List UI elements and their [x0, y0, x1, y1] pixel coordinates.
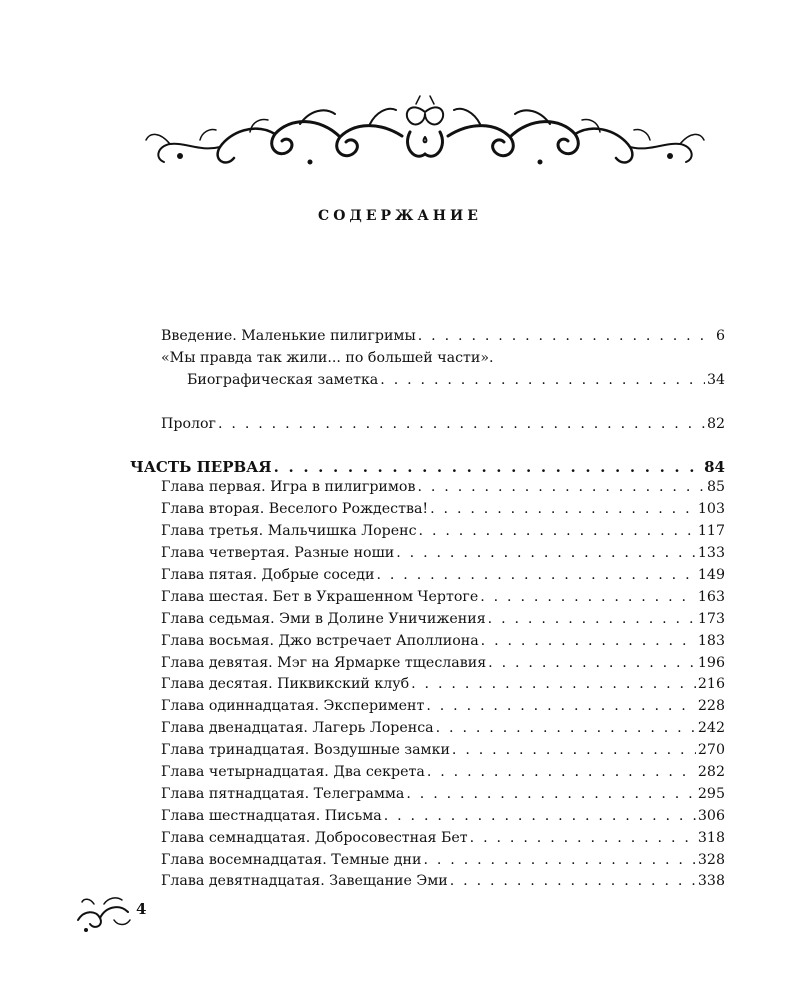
- chapter-page: 338: [697, 873, 725, 890]
- toc-entry-chapter[interactable]: [130, 764, 725, 786]
- chapter-page: 270: [697, 742, 725, 759]
- toc-entry-introduction[interactable]: [130, 328, 725, 350]
- dot-leader: [488, 611, 696, 627]
- toc-part-page: 84: [704, 457, 725, 476]
- chapter-list: [130, 479, 725, 895]
- page-number: 4: [136, 900, 147, 918]
- chapter-label: Глава третья. Мальчишка Лоренс: [161, 523, 417, 540]
- toc-entry-prologue[interactable]: [130, 416, 725, 438]
- chapter-label: Глава восьмая. Джо встречает Аполлиона: [161, 632, 479, 649]
- toc-entry-chapter[interactable]: [130, 501, 725, 523]
- dot-leader: [450, 873, 696, 889]
- chapter-label: Глава шестнадцатая. Письма: [161, 807, 382, 824]
- toc-entry-chapter[interactable]: [130, 808, 725, 830]
- chapter-page: 318: [697, 829, 725, 846]
- toc-entry-chapter[interactable]: [130, 676, 725, 698]
- dot-leader: [406, 786, 696, 802]
- header-ornament-icon: [140, 92, 710, 180]
- dot-leader: [470, 830, 696, 846]
- chapter-page: 282: [697, 764, 725, 781]
- chapter-label: Глава пятая. Добрые соседи: [161, 567, 375, 584]
- chapter-page: 306: [697, 807, 725, 824]
- dot-leader: [480, 589, 696, 605]
- toc-entry-page: 82: [706, 415, 725, 432]
- toc-entry-chapter[interactable]: [130, 545, 725, 567]
- toc-entry-chapter[interactable]: [130, 589, 725, 611]
- toc-entry-chapter[interactable]: [130, 479, 725, 501]
- table-of-contents: [130, 328, 725, 895]
- dot-leader: [274, 458, 703, 476]
- chapter-label: Глава одиннадцатая. Эксперимент: [161, 698, 425, 715]
- chapter-page: 242: [697, 720, 725, 737]
- chapter-label: Глава первая. Игра в пилигримов: [161, 479, 416, 496]
- chapter-page: 228: [697, 698, 725, 715]
- chapter-page: 163: [697, 588, 725, 605]
- page-footer: [74, 890, 164, 936]
- toc-entry-chapter[interactable]: [130, 873, 725, 895]
- toc-entry-page: 6: [715, 328, 725, 344]
- chapter-page: 173: [697, 610, 725, 627]
- dot-leader: [380, 372, 705, 388]
- toc-part-label: ЧАСТЬ ПЕРВАЯ: [130, 457, 272, 476]
- contents-heading: СОДЕРЖАНИЕ: [318, 208, 482, 224]
- chapter-page: 196: [697, 654, 725, 671]
- dot-leader: [218, 416, 705, 432]
- chapter-label: Глава двенадцатая. Лагерь Лоренса: [161, 720, 434, 737]
- chapter-page: 117: [697, 523, 725, 540]
- chapter-page: 149: [697, 567, 725, 584]
- toc-entry-chapter[interactable]: [130, 830, 725, 852]
- chapter-label: Глава девятнадцатая. Завещание Эми: [161, 873, 448, 890]
- toc-entry-chapter[interactable]: [130, 852, 725, 874]
- toc-entry-biography-title[interactable]: [130, 350, 725, 372]
- chapter-label: Глава вторая. Веселого Рождества!: [161, 501, 429, 518]
- chapter-page: 183: [697, 632, 725, 649]
- toc-entry-label: Введение. Маленькие пилигримы: [161, 328, 416, 344]
- dot-leader: [376, 567, 695, 583]
- chapter-label: Глава тринадцатая. Воздушные замки: [161, 742, 450, 759]
- chapter-label: Глава восемнадцатая. Темные дни: [161, 851, 422, 868]
- chapter-label: Глава четырнадцатая. Два секрета: [161, 764, 425, 781]
- toc-entry-chapter[interactable]: [130, 633, 725, 655]
- chapter-page: 328: [697, 851, 725, 868]
- chapter-label: Глава семнадцатая. Добросовестная Бет: [161, 829, 468, 846]
- dot-leader: [423, 852, 695, 868]
- toc-entry-chapter[interactable]: [130, 567, 725, 589]
- dot-leader: [436, 720, 696, 736]
- toc-entry-page: 34: [706, 371, 725, 388]
- toc-entry-biography[interactable]: [130, 372, 725, 394]
- chapter-label: Глава пятнадцатая. Телеграмма: [161, 785, 405, 802]
- chapter-page: 85: [706, 479, 725, 496]
- toc-entry-chapter[interactable]: [130, 611, 725, 633]
- toc-entry-chapter[interactable]: [130, 698, 725, 720]
- toc-entry-label: Биографическая заметка: [187, 371, 379, 388]
- chapter-label: Глава шестая. Бет в Украшенном Чертоге: [161, 588, 479, 605]
- chapter-label: Глава девятая. Мэг на Ярмарке тщеславия: [161, 654, 487, 671]
- chapter-page: 295: [697, 785, 725, 802]
- chapter-page: 103: [697, 501, 725, 518]
- toc-entry-label: «Мы правда так жили... по большей части».: [161, 349, 494, 366]
- dot-leader: [481, 633, 696, 649]
- chapter-label: Глава четвертая. Разные ноши: [161, 545, 395, 562]
- dot-leader: [417, 479, 704, 495]
- dot-leader: [426, 698, 696, 714]
- dot-leader: [488, 655, 696, 671]
- toc-entry-chapter[interactable]: [130, 786, 725, 808]
- chapter-label: Глава десятая. Пиквикский клуб: [161, 676, 410, 693]
- chapter-label: Глава седьмая. Эми в Долине Уничижения: [161, 610, 486, 627]
- dot-leader: [452, 742, 696, 758]
- flourish-icon: [74, 890, 134, 936]
- toc-entry-chapter[interactable]: [130, 655, 725, 677]
- dot-leader: [384, 808, 696, 824]
- dot-leader: [430, 501, 696, 517]
- toc-entry-label: Пролог: [161, 415, 216, 432]
- dot-leader: [411, 676, 696, 692]
- toc-entry-part-one[interactable]: [130, 458, 725, 480]
- dot-leader: [396, 545, 696, 561]
- dot-leader: [419, 523, 696, 539]
- dot-leader: [427, 764, 696, 780]
- chapter-page: 133: [697, 545, 725, 562]
- toc-entry-chapter[interactable]: [130, 523, 725, 545]
- dot-leader: [418, 328, 714, 344]
- chapter-page: 216: [697, 676, 725, 693]
- toc-entry-chapter[interactable]: [130, 720, 725, 742]
- toc-entry-chapter[interactable]: [130, 742, 725, 764]
